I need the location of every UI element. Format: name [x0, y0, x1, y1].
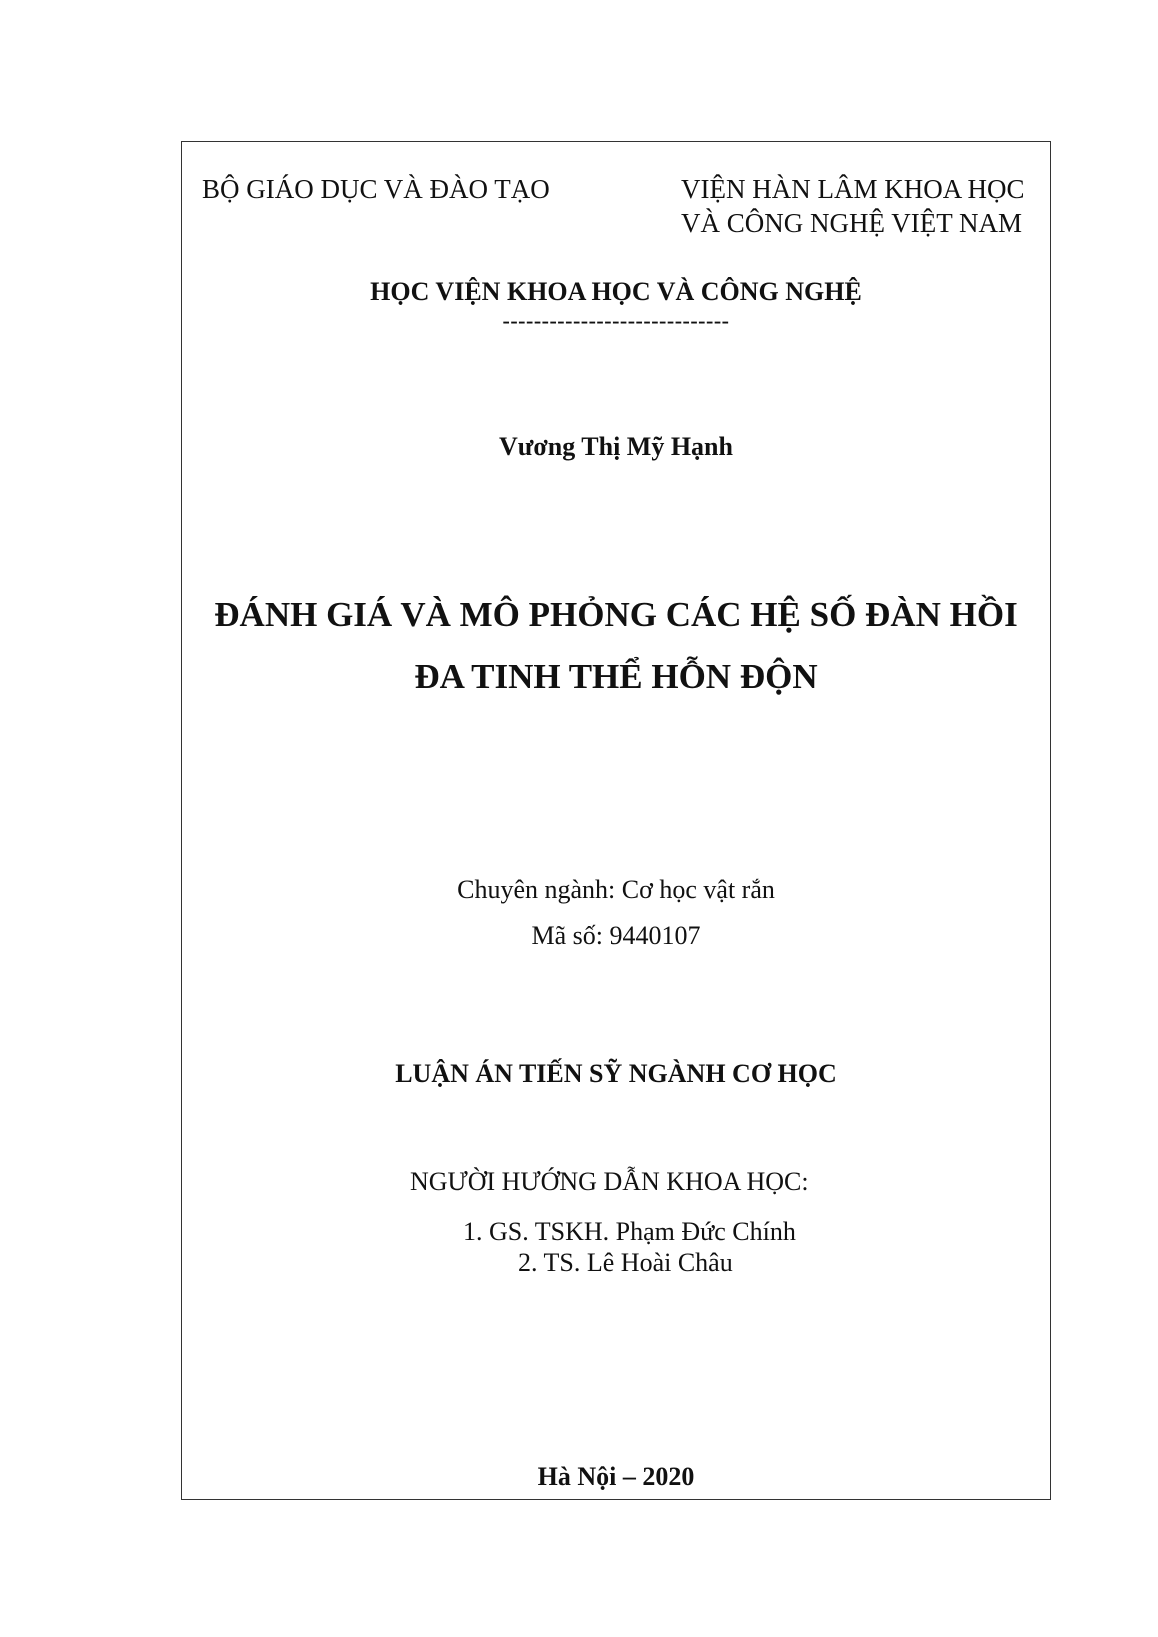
thesis-title [181, 584, 1051, 708]
academy-name-line-1: VIỆN HÀN LÂM KHOA HỌC [681, 174, 1025, 204]
degree-label: LUẬN ÁN TIẾN SỸ NGÀNH CƠ HỌC [395, 1059, 837, 1088]
academy-name [681, 172, 1025, 240]
thesis-title-line-2: ĐA TINH THỂ HỖN ĐỘN [414, 657, 818, 696]
ministry-name: BỘ GIÁO DỤC VÀ ĐÀO TẠO [202, 174, 550, 204]
author-name: Vương Thị Mỹ Hạnh [499, 432, 733, 461]
thesis-title-line-1: ĐÁNH GIÁ VÀ MÔ PHỎNG CÁC HỆ SỐ ĐÀN HỒI [214, 595, 1018, 634]
page-border [181, 141, 1051, 1500]
institute-name: HỌC VIỆN KHOA HỌC VÀ CÔNG NGHỆ [370, 277, 862, 306]
advisor-item: 1. GS. TSKH. Phạm Đức Chính [463, 1217, 796, 1246]
separator-line: ----------------------------- [502, 308, 730, 333]
place-and-year: Hà Nội – 2020 [537, 1462, 695, 1491]
academy-name-line-2: VÀ CÔNG NGHỆ VIỆT NAM [681, 208, 1022, 238]
specialty-code: Mã số: 9440107 [531, 921, 701, 950]
advisor-item: 2. TS. Lê Hoài Châu [518, 1248, 733, 1277]
specialty: Chuyên ngành: Cơ học vật rắn [457, 875, 775, 904]
advisors-heading: NGƯỜI HƯỚNG DẪN KHOA HỌC: [410, 1167, 809, 1196]
